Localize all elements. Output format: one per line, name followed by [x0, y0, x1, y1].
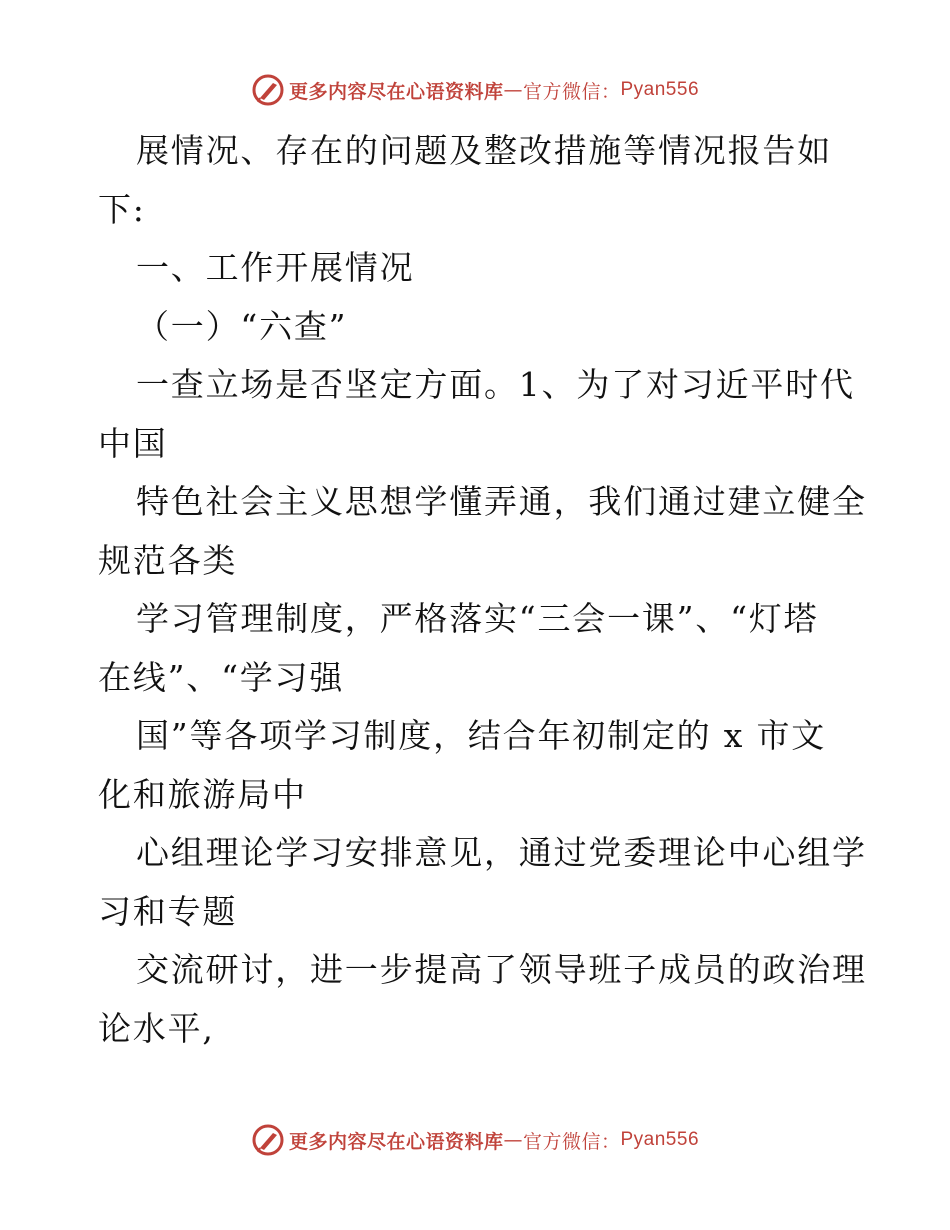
document-body — [98, 122, 868, 1058]
text-line: 中国 — [98, 423, 168, 463]
text-line: 论水平, — [98, 1008, 215, 1048]
quill-pen-logo-icon — [251, 73, 285, 107]
text-line: 交流研讨，进一步提高了领导班子成员的政治理 — [136, 950, 867, 989]
header-watermark — [0, 70, 950, 110]
text-line: 展情况、存在的问题及整改措施等情况报告如 — [136, 131, 832, 170]
text-line: 一、工作开展情况 — [136, 248, 415, 287]
text-line: 特色社会主义思想学懂弄通，我们通过建立健全 — [136, 482, 867, 521]
quill-pen-logo-icon — [251, 1123, 285, 1157]
watermark-dash: — — [503, 79, 523, 101]
text-line: （一）“六查” — [136, 306, 348, 346]
text-line: 化和旅游局中 — [98, 774, 307, 814]
watermark-main-text: 更多内容尽在心语资料库 — [288, 1130, 504, 1153]
text-line: 心组理论学习安排意见，通过党委理论中心组学 — [136, 833, 867, 872]
watermark-wechat-label: 官方微信： — [522, 80, 621, 103]
footer-watermark — [0, 1120, 950, 1160]
watermark-wechat-label: 官方微信： — [522, 1130, 621, 1153]
watermark-wechat-id: Pyan556 — [620, 79, 700, 100]
text-line: 规范各类 — [98, 540, 238, 580]
text-line: 国”等各项学习制度，结合年初制定的 x 市文 — [136, 716, 827, 755]
text-line: 习和专题 — [98, 891, 238, 931]
text-line: 学习管理制度，严格落实“三会一课”、“灯塔 — [136, 599, 819, 638]
text-line: 在线”、“学习强 — [98, 657, 345, 697]
watermark-dash: — — [503, 1129, 523, 1151]
text-line: 一查立场是否坚定方面。1、为了对习近平时代 — [136, 365, 855, 404]
text-line: 下: — [98, 189, 146, 229]
watermark-main-text: 更多内容尽在心语资料库 — [288, 80, 504, 103]
watermark-wechat-id: Pyan556 — [620, 1129, 700, 1150]
